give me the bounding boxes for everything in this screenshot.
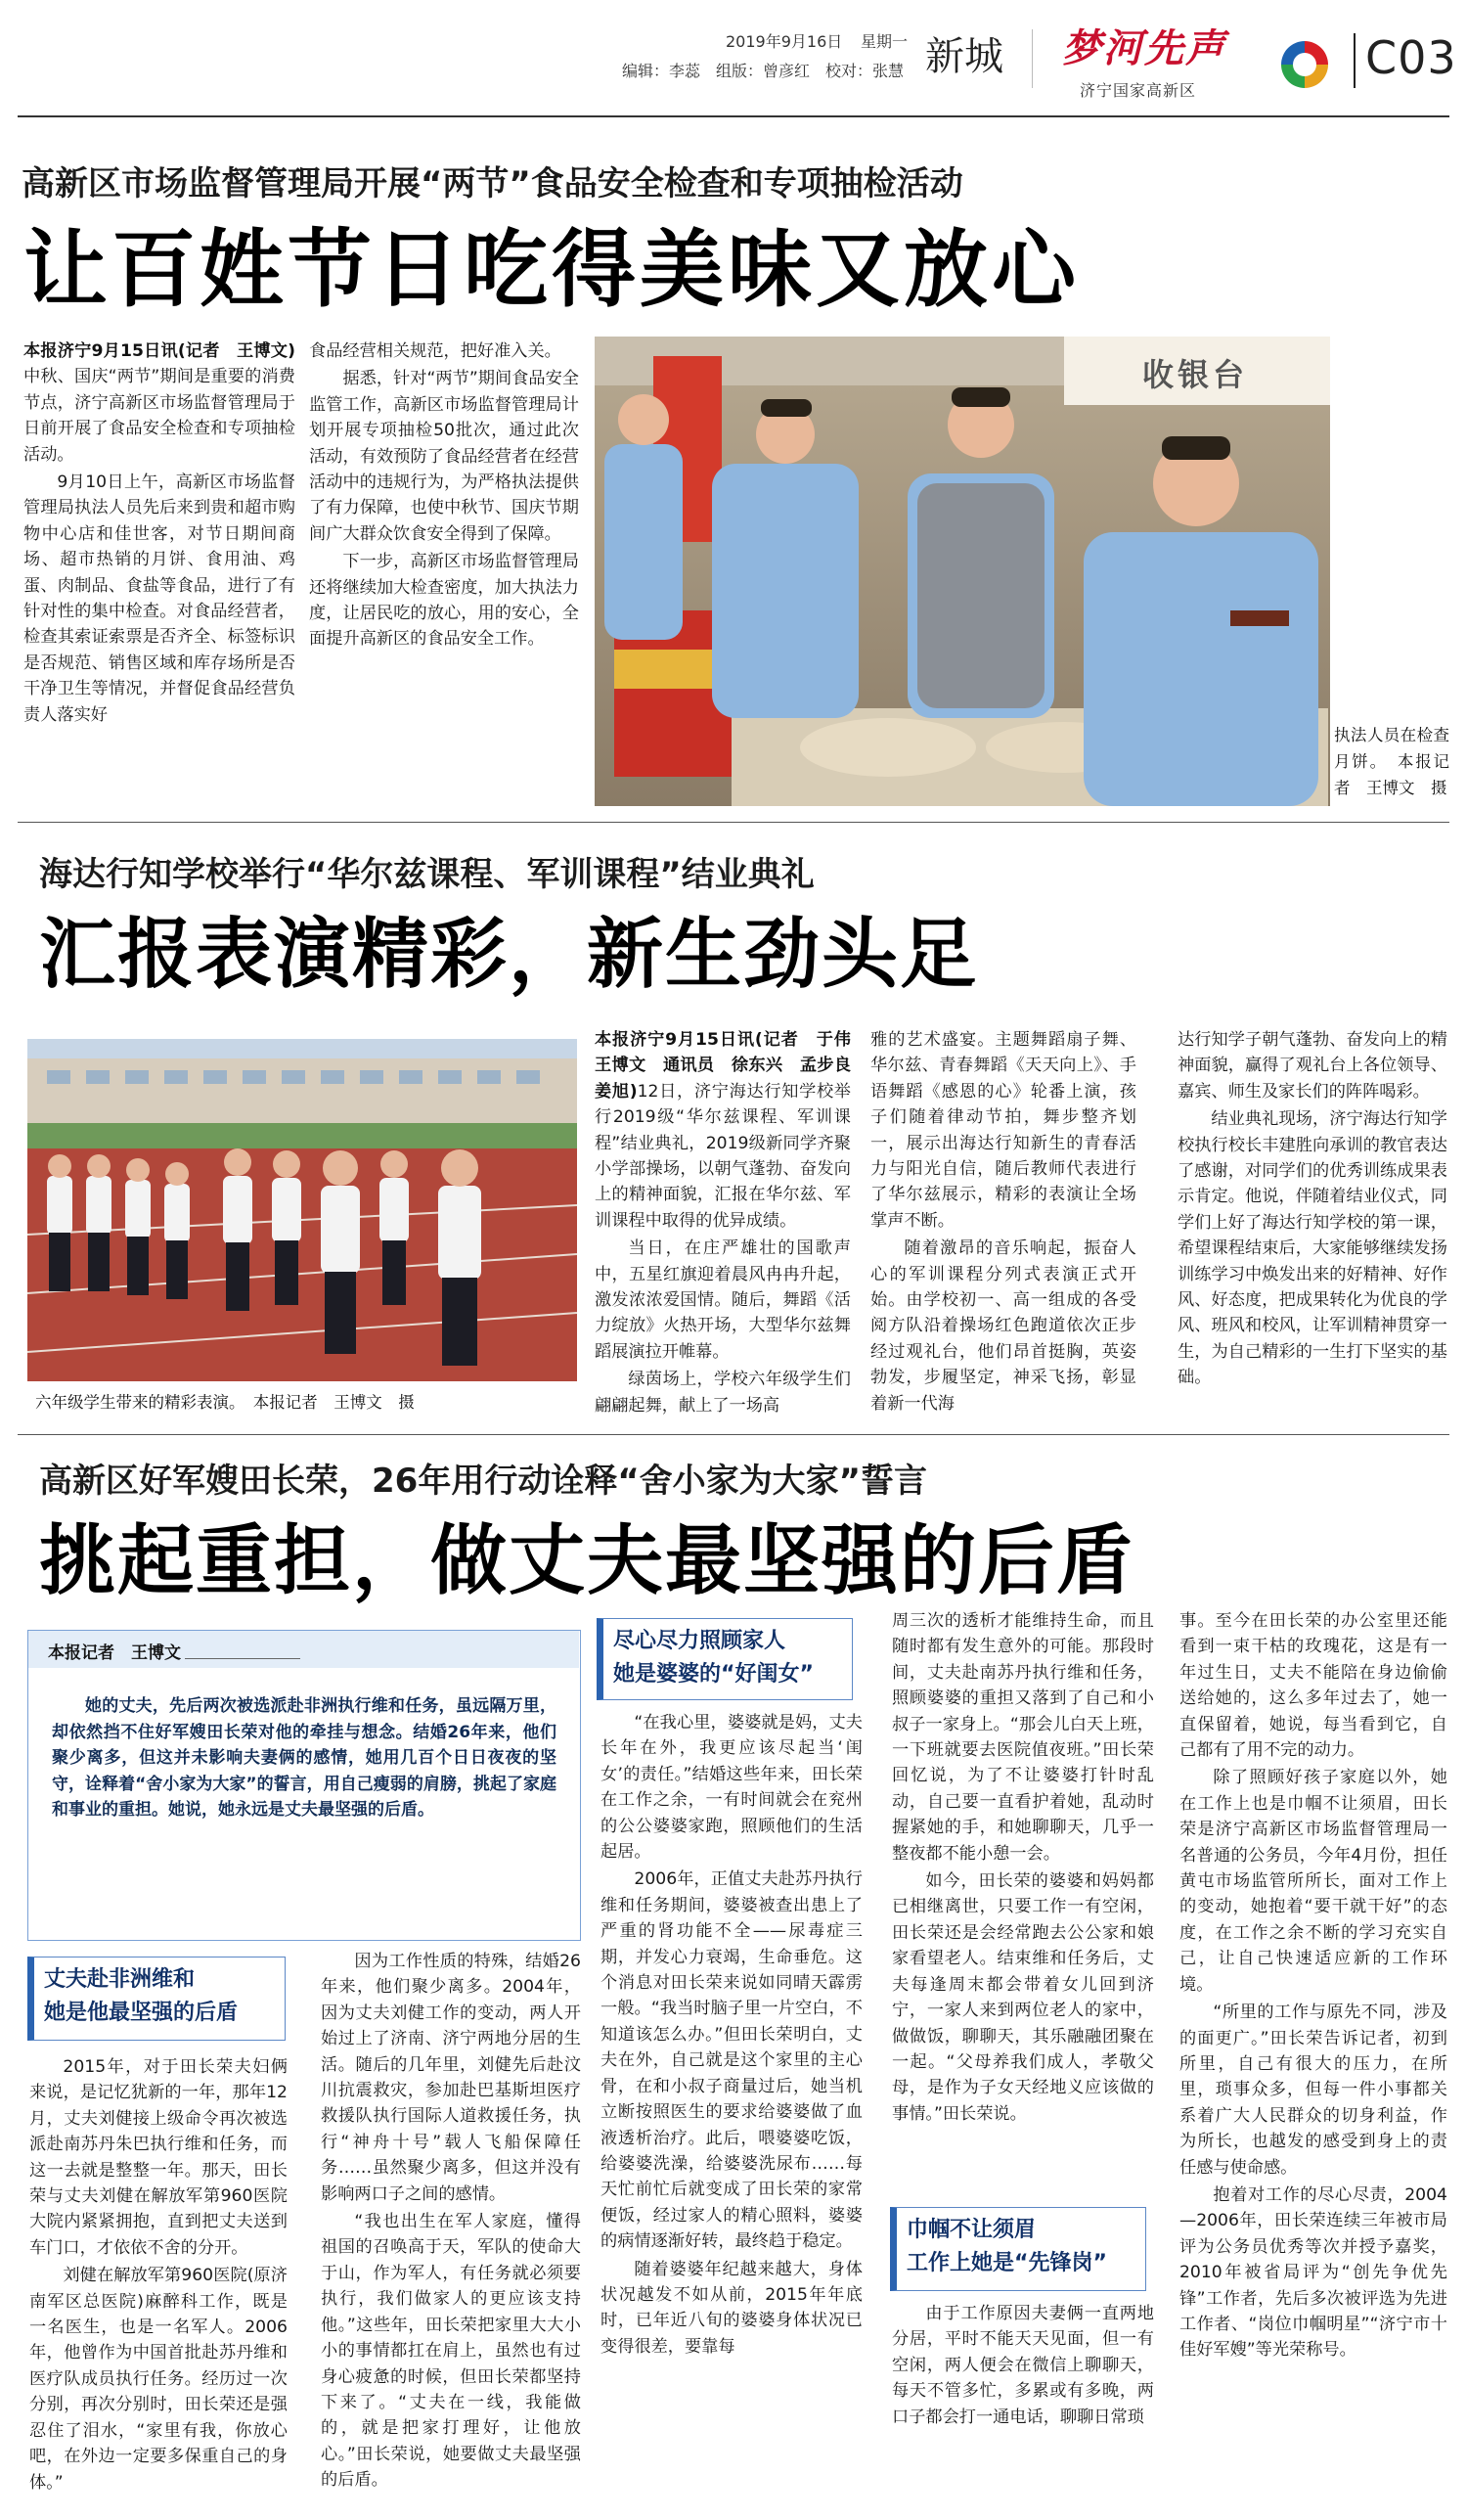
article3-intro-text: 她的丈夫，先后两次被选派赴非洲执行维和任务，虽远隔万里，却依然挡不住好军嫂田长荣对他的牵挂与想念。结婚26年来，他们聚少离多，但这并未影响夫妻俩的感情，她用几百个日日夜夜的坚守，诠释着“舍小家为大家”的誓言，用自己瘦弱的肩膀，挑起了家庭和事业的重担。她说，她永远是丈夫最坚强的后盾。 — [52, 1696, 556, 1821]
article3-subhead-box-3 — [890, 2207, 1146, 2291]
issue-date: 2019年9月16日 — [726, 32, 843, 51]
article2-subhead: 海达行知学校举行“华尔兹课程、军训课程”结业典礼 — [39, 855, 815, 894]
box-line: 丈夫赴非洲维和 — [44, 1967, 196, 1992]
byline-rule — [185, 1658, 300, 1659]
article3-paragraph: 抱着对工作的尽心尽责，2004—2006年，田长荣连续三年被市局评为公务员优秀等次并授予嘉奖，2010年被省局评为“创先争优先锋”工作者，先后多次被评选为先进工作者、“岗位巾帼明星”“济宁市十佳好军嫂”等光荣称号。 — [1179, 2184, 1447, 2361]
article3-headline: 挑起重担，做丈夫最坚强的后盾 — [39, 1517, 1135, 1605]
box-line: 尽心尽力照顾家人 — [613, 1629, 786, 1653]
article3-subhead-box-2 — [597, 1618, 853, 1700]
article3-paragraph: “所里的工作与原先不同，涉及的面更广。”田长荣告诉记者，初到所里，自己有很大的压力，在所里，琐事众多，但每一件小事都关系着广大人民群众的切身利益，作为所长，也越发的感受到身上的责任感与使命感。 — [1179, 2002, 1447, 2178]
article1-paragraph: 9月10日上午，高新区市场监督管理局执法人员先后来到贵和超市购物中心店和佳世客，对节日期间商场、超市热销的月饼、食用油、鸡蛋、肉制品、食盐等食品，进行了有针对性的集中检查。对食品经营者，检查其索证索票是否齐全、标签标识是否规范、销售区域和库存场所是否干净卫生等情况，并督促食品经营负责人落实好 — [23, 472, 295, 725]
photo-sign-text: 收银台 — [1142, 356, 1249, 393]
article3-paragraph: “我也出生在军人家庭，懂得祖国的召唤高于天，军队的使命大于山，作为军人，有任务就必须要执行，我们做家人的更应该支持他。”这些年，田长荣把家里大大小小的事情都扛在肩上，虽然也有过身心疲惫的时候，但田长荣都坚持下来了。“丈夫在一线，我能做的，就是把家打理好，让他放心。”田长荣说，她要做丈夫最坚强的后盾。 — [321, 2212, 581, 2491]
article3-paragraph: 因为工作性质的特殊，结婚26年来，他们聚少离多。2004年，因为丈夫刘健工作的变动，两人开始过上了济南、济宁两地分居的生活。随后的几年里，刘健先后赴汶川抗震救灾，参加赴巴基斯坦医疗救援队执行国际人道救援任务，执行“神舟十号”载人飞船保障任务……虽然聚少离多，但这并没有影响两口子之间的感情。 — [321, 1952, 581, 2204]
article3-column-d — [892, 1608, 1154, 2201]
box-line: 工作上她是“先锋岗” — [907, 2251, 1107, 2275]
article3-paragraph: 2015年，对于田长荣夫妇俩来说，是记忆犹新的一年，那年12月，丈夫刘健接上级命令再次被选派赴南苏丹朱巴执行维和任务，而这一去就是整整一年。那天，田长荣与丈夫刘健在解放军第960医院大院内紧紧拥抱，直到把丈夫送到车门口，才依依不舍的分开。 — [29, 2057, 288, 2258]
article3-intro-header — [28, 1631, 579, 1668]
article2-paragraph: 雅的艺术盛宴。主题舞蹈扇子舞、华尔兹、青春舞蹈《天天向上》、手语舞蹈《感恩的心》轮番上演，孩子们随着律动节拍，舞步整齐划一，展示出海达行知新生的青春活力与阳光自信，随后教师代表进行了华尔兹展示，精彩的表演让全场掌声不断。 — [870, 1030, 1136, 1231]
section-name: 新城 — [925, 34, 1003, 79]
article2-byline: 本报济宁9月15日讯(记者 于伟 王博文 通讯员 徐东兴 孟步良 姜旭) — [595, 1030, 868, 1102]
article1-subhead: 高新区市场监督管理局开展“两节”食品安全检查和专项抽检活动 — [22, 164, 963, 203]
article1-column-1 — [23, 338, 295, 808]
article1-headline: 让百姓节日吃得美味又放心 — [23, 221, 1080, 319]
article1-paragraph: 据悉，针对“两节”期间食品安全监管工作，高新区市场监督管理局计划开展专项抽检50批次，通过此次活动，有效预防了食品经营者在经营活动中的违规行为，为严格执法提供了有力保障，也使中秋节、国庆节期间广大群众饮食安全得到了保障。 — [309, 369, 579, 544]
article3-paragraph: 除了照顾好孩子家庭以外，她在工作上也是巾帼不让须眉，田长荣是济宁高新区市场监督管理局一名普通的公务员，今年4月份，担任黄屯市场监管所所长，面对工作上的变动，她抱着“要干就干好”的态度，在工作之余不断的学习充实自己，让自己快速适应新的工作环境。 — [1179, 1768, 1447, 1995]
article3-paragraph: “在我心里，婆婆就是妈，丈夫长年在外，我更应该尽起当‘闺女’的责任。”结婚这些年来，田长荣在工作之余，一有时间就会在兖州的公公婆婆家跑，照顾他们的生活起居。 — [600, 1713, 863, 1863]
article2-photo — [27, 1039, 577, 1381]
page-number-divider — [1354, 33, 1356, 88]
article1-paragraph: 食品经营相关规范，把好准入关。 — [309, 341, 561, 361]
article-divider — [18, 822, 1449, 823]
article1-paragraph: 中秋、国庆“两节”期间是重要的消费节点，济宁高新区市场监督管理局于日前开展了食品安全检查和专项抽检活动。 — [23, 367, 295, 465]
zone-name: 济宁国家高新区 — [1080, 81, 1197, 100]
article2-column-1 — [595, 1027, 868, 1418]
masthead-divider — [1032, 29, 1033, 88]
box-line: 巾帼不让须眉 — [907, 2218, 1037, 2242]
box-line: 她是婆婆的“好闺女” — [613, 1662, 814, 1687]
article3-column-d2 — [892, 2301, 1154, 2514]
article2-column-2 — [870, 1027, 1136, 1418]
article1-byline: 本报济宁9月15日讯(记者 王博文) — [23, 341, 295, 361]
article1-photo-caption: 执法人员在检查月饼。 本报记者 王博文 摄 — [1334, 726, 1449, 797]
masthead — [0, 0, 1467, 117]
article2-headline: 汇报表演精彩，新生劲头足 — [39, 911, 979, 999]
article3-paragraph: 周三次的透析才能维持生命，而且随时都有发生意外的可能。那段时间，丈夫赴南苏丹执行维和任务，照顾婆婆的重担又落到了自己和小叔子一家身上。“那会儿白天上班，一下班就要去医院值夜班。”田长荣回忆说，为了不让婆婆打针时乱动，自己要一直看护着她，乱动时握紧她的手，和她聊聊天，几乎一整夜都不能小憩一会。 — [892, 1611, 1154, 1864]
article-divider — [18, 1434, 1449, 1435]
article3-column-e — [1179, 1608, 1447, 2514]
article2-photo-caption: 六年级学生带来的精彩表演。 本报记者 王博文 摄 — [35, 1393, 415, 1412]
article3-column-c — [600, 1710, 863, 2514]
article3-column-a — [29, 2054, 288, 2514]
article3-paragraph: 事。至今在田长荣的办公室里还能看到一束干枯的玫瑰花，这是有一年过生日，丈夫不能陪在身边偷偷送给她的，这么多年过去了，她一直保留着，她说，每当看到它，自己都有了用不完的动力。 — [1179, 1611, 1447, 1761]
article3-byline: 本报记者 王博文 — [48, 1643, 181, 1663]
article3-subhead-box-1 — [27, 1957, 286, 2041]
article2-paragraph: 当日，在庄严雄壮的国歌声中，五星红旗迎着晨风冉冉升起，激发浓浓爱国情。随后，舞蹈《活力绽放》火热开场，大型华尔兹舞蹈展演拉开帷幕。 — [595, 1238, 851, 1362]
article3-paragraph: 2006年，正值丈夫赴苏丹执行维和任务期间，婆婆被查出患上了严重的肾功能不全——尿毒症三期，并发心力衰竭，生命垂危。这个消息对田长荣来说如同晴天霹雳一般。“我当时脑子里一片空白，不知道该怎么办。”但田长荣明白，丈夫在外，自己就是这个家里的主心骨，在和小叔子商量过后，她当机立断按照医生的要求给婆婆做了血液透析治疗。此后，喂婆婆吃饭，给婆婆洗澡，给婆婆洗尿布……每天忙前忙后就变成了田长荣的家常便饭，经过家人的精心照料，婆婆的病情逐渐好转，最终趋于稳定。 — [600, 1869, 863, 2252]
article3-intro-box — [27, 1630, 581, 1941]
editors-line: 编辑：李蕊 组版：曾彦红 校对：张慧 — [622, 62, 905, 80]
article2-paragraph: 绿茵场上，学校六年级学生们翩翩起舞，献上了一场高 — [595, 1370, 851, 1416]
article3-column-b — [321, 1949, 581, 2514]
article3-paragraph: 由于工作原因夫妻俩一直两地分居，平时不能天天见面，但一有空闲，两人便会在微信上聊聊天，每天不管多忙，多累或有多晚，两口子都会打一通电话，聊聊日常琐 — [892, 2304, 1154, 2427]
article2-column-3 — [1178, 1027, 1447, 1418]
article3-paragraph: 刘健在解放军第960医院(原济南军区总医院)麻醉科工作，既是一名医生，也是一名军人。2006年，他曾作为中国首批赴苏丹维和医疗队成员执行任务。经历过一次分别，再次分别时，田长荣还是强忍住了泪水，“家里有我，你放心吧，在外边一定要多保重自己的身体。” — [29, 2266, 288, 2493]
article2-paragraph: 12日，济宁海达行知学校举行2019级“华尔兹课程、军训课程”结业典礼，2019级新同学齐聚小学部操场，以朝气蓬勃、奋发向上的精神面貌，汇报在华尔兹、军训课程中取得的优异成绩。 — [595, 1081, 851, 1231]
article3-paragraph: 如今，田长荣的婆婆和妈妈都已相继离世，只要工作一有空闲，田长荣还是会经常跑去公公家和娘家看望老人。结束维和任务后，丈夫每逢周末都会带着女儿回到济宁，一家人来到两位老人的家中，做做饭，聊聊天，其乐融融团聚在一起。“父母养我们成人，孝敬父母，是作为子女天经地义应该做的事情。”田长荣说。 — [892, 1871, 1154, 2124]
article3-subhead: 高新区好军嫂田长荣，26年用行动诠释“舍小家为大家”誓言 — [39, 1462, 928, 1501]
article1-column-2 — [309, 338, 579, 808]
zone-logo-icon — [1279, 39, 1330, 90]
article3-paragraph: 随着婆婆年纪越来越大，身体状况越发不如从前，2015年年底时，已年近八旬的婆婆身体状况已变得很差，要靠每 — [600, 2259, 863, 2357]
article1-paragraph: 下一步，高新区市场监督管理局还将继续加大检查密度，加大执法力度，让居民吃的放心，用的安心，全面提升高新区的食品安全工作。 — [309, 552, 579, 650]
masthead-rule — [18, 115, 1449, 117]
article1-photo — [595, 337, 1330, 806]
box-line: 她是他最坚强的后盾 — [44, 2001, 239, 2025]
article2-paragraph: 随着激昂的音乐响起，振奋人心的军训课程分列式表演正式开始。由学校初一、高一组成的各受阅方队沿着操场红色跑道依次正步经过观礼台，他们昂首挺胸，英姿勃发，步履坚定，神采飞扬，彰显着新一代海 — [870, 1238, 1136, 1414]
page-number: C03 — [1365, 31, 1457, 84]
article2-paragraph: 结业典礼现场，济宁海达行知学校执行校长丰建胜向承训的教官表达了感谢，对同学们的优秀训练成果表示肯定。他说，伴随着结业仪式，同学们上好了海达行知学校的第一课，希望课程结束后，大家能够继续发扬训练学习中焕发出来的好精神、好作风、好态度，把成果转化为优良的学风、班风和校风，让军训精神贯穿一生，为自己精彩的一生打下坚实的基础。 — [1178, 1109, 1447, 1388]
issue-weekday: 星期一 — [861, 32, 909, 51]
paper-name-logo: 梦河先声 — [1062, 25, 1226, 71]
article2-paragraph: 达行知学子朝气蓬勃、奋发向上的精神面貌，赢得了观礼台上各位领导、嘉宾、师生及家长们的阵阵喝彩。 — [1178, 1030, 1447, 1102]
